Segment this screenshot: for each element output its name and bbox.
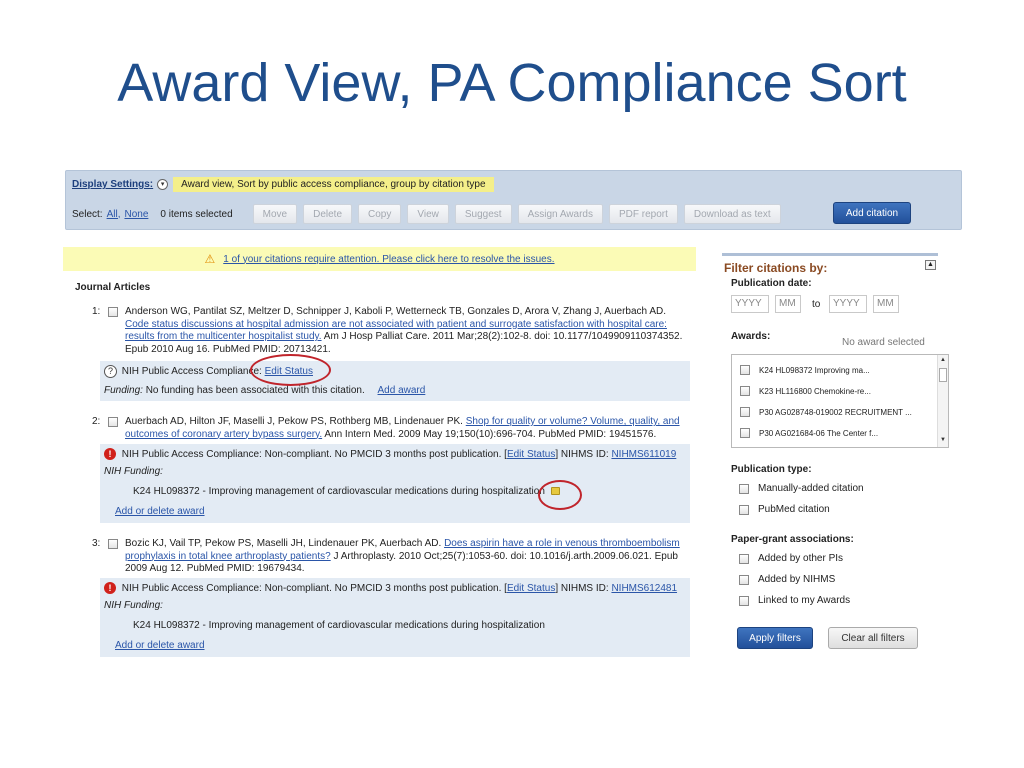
- grant-text: K24 HL098372 - Improving management of cardiovascular medications during hospitalization: [133, 486, 545, 497]
- funding-text: No funding has been associated with this citation.: [145, 385, 365, 396]
- pub-type-option[interactable]: [739, 504, 830, 515]
- citation-checkbox[interactable]: [108, 307, 118, 317]
- add-delete-award-link[interactable]: Add or delete award: [115, 506, 205, 517]
- select-all-link[interactable]: All,: [106, 208, 121, 220]
- section-heading: Journal Articles: [75, 282, 151, 293]
- compliance-panel: [100, 444, 690, 523]
- edit-status-link[interactable]: Edit Status: [506, 449, 556, 460]
- compliance-panel: [100, 361, 690, 401]
- nihms-id-link[interactable]: NIHMS611019: [611, 449, 677, 460]
- download-as-text-button[interactable]: Download as text: [684, 204, 781, 224]
- citation-source: Ann Intern Med. 2009 May 19;150(10):696-704. PubMed PMID: 19451576.: [324, 428, 657, 440]
- start-month-input[interactable]: MM: [775, 295, 801, 313]
- filter-top-border: [722, 253, 938, 256]
- grant-text: K24 HL098372 - Improving management of cardiovascular medications during hospitalization: [133, 620, 545, 631]
- pub-type-label: PubMed citation: [758, 504, 830, 515]
- citation-source: Am J Hosp Palliat Care. 2011 Mar;28(2):102-8. doi: 10.1177/1049909110374352. Epub 2010 Aug 16. PubMed PMID: 20713421.: [125, 331, 683, 355]
- select-none-link[interactable]: None: [124, 208, 149, 220]
- citation-authors: Anderson WG, Pantilat SZ, Meltzer D, Schnipper J, Kaboli P, Wetterneck TB, Gonzales D, Arora V, Zhang J, Auerbach AD.: [125, 306, 667, 317]
- highlight-circle: [250, 354, 331, 386]
- citation-source: J Arthroplasty. 2010 Oct;25(7):1053-60. doi: 10.1016/j.arth.2009.06.021. Epub 2009 Aug 12. PubMed PMID: 19679434.: [125, 550, 678, 574]
- award-option[interactable]: [740, 365, 870, 375]
- association-label: Linked to my Awards: [758, 595, 851, 606]
- citation-number: 1:: [92, 306, 101, 317]
- end-month-input[interactable]: MM: [873, 295, 899, 313]
- no-award-selected: No award selected: [842, 337, 925, 348]
- nihms-label: ] NIHMS ID:: [555, 449, 609, 460]
- slide-title: Award View, PA Compliance Sort: [117, 53, 907, 113]
- pub-type-checkbox[interactable]: [739, 484, 749, 494]
- association-checkbox[interactable]: [739, 575, 749, 585]
- citation-text: [125, 538, 690, 576]
- end-year-input[interactable]: YYYY: [829, 295, 867, 313]
- attention-alert: [63, 247, 696, 271]
- citation-authors: Bozic KJ, Vail TP, Pekow PS, Maselli JH, Lindenauer PK, Auerbach AD.: [125, 538, 442, 549]
- association-option[interactable]: [739, 574, 835, 585]
- association-checkbox[interactable]: [739, 596, 749, 606]
- association-option[interactable]: [739, 595, 850, 606]
- citation-text: [125, 306, 690, 356]
- paper-grant-label: Paper-grant associations:: [731, 534, 854, 545]
- citation-number: 2:: [92, 416, 101, 427]
- scroll-up-icon[interactable]: ▲: [940, 357, 946, 363]
- error-icon: !: [104, 582, 116, 594]
- association-label: Added by other PIs: [758, 553, 844, 564]
- clear-filters-button[interactable]: Clear all filters: [828, 627, 918, 649]
- scroll-thumb[interactable]: [939, 368, 947, 382]
- award-option[interactable]: [740, 386, 871, 396]
- publication-date-label: Publication date:: [731, 278, 812, 289]
- award-option[interactable]: [740, 428, 878, 438]
- apply-filters-button[interactable]: Apply filters: [737, 627, 813, 649]
- start-year-input[interactable]: YYYY: [731, 295, 769, 313]
- items-selected-count: 0 items selected: [160, 208, 233, 220]
- toolbar: [72, 204, 787, 224]
- suggest-button[interactable]: Suggest: [455, 204, 512, 224]
- resolve-issues-link[interactable]: 1 of your citations require attention. Please click here to resolve the issues.: [223, 253, 555, 265]
- association-option[interactable]: [739, 553, 843, 564]
- award-label: K23 HL116800 Chemokine-re...: [759, 386, 871, 396]
- collapse-icon[interactable]: ▲: [925, 260, 936, 270]
- display-settings-bar: [65, 170, 962, 230]
- current-display-setting: Award view, Sort by public access compliance, group by citation type: [173, 177, 493, 192]
- highlight-circle: [538, 480, 582, 510]
- award-checkbox[interactable]: [740, 407, 750, 417]
- citation-authors: Auerbach AD, Hilton JF, Maselli J, Pekow PS, Rothberg MB, Lindenauer PK.: [125, 416, 463, 427]
- assign-awards-button[interactable]: Assign Awards: [518, 204, 603, 224]
- citation-checkbox[interactable]: [108, 539, 118, 549]
- move-button[interactable]: Move: [253, 204, 297, 224]
- award-label: P30 AG028748-019002 RECRUITMENT ...: [759, 407, 912, 417]
- warning-icon: ⚠: [204, 252, 216, 266]
- pub-type-checkbox[interactable]: [739, 505, 749, 515]
- publication-type-label: Publication type:: [731, 464, 812, 475]
- citation-text: [125, 416, 690, 441]
- view-button[interactable]: View: [407, 204, 449, 224]
- scroll-down-icon[interactable]: ▼: [940, 437, 946, 443]
- copy-button[interactable]: Copy: [358, 204, 401, 224]
- award-label: K24 HL098372 Improving ma...: [759, 365, 870, 375]
- association-label: Added by NIHMS: [758, 574, 836, 585]
- pub-type-label: Manually-added citation: [758, 483, 864, 494]
- award-checkbox[interactable]: [740, 365, 750, 375]
- citation-title-link[interactable]: Shop for quality or volume? Volume, quality, and outcomes of coronary artery bypass surgery.: [125, 416, 680, 440]
- pdf-report-button[interactable]: PDF report: [609, 204, 678, 224]
- compliance-text: NIH Public Access Compliance: Non-compliant. No PMCID 3 months post publication. [: [121, 583, 507, 594]
- nih-funding-label: NIH Funding:: [104, 600, 163, 611]
- citation-title-link[interactable]: Code status discussions at hospital admission are not associated with patient and surrogate satisfaction with hospital care: results from the multicenter hospitalist study.: [125, 318, 667, 342]
- chevron-down-icon[interactable]: ▾: [157, 179, 168, 190]
- delete-button[interactable]: Delete: [303, 204, 352, 224]
- grant-row: [133, 486, 560, 497]
- citation-number: 3:: [92, 538, 101, 549]
- award-option[interactable]: [740, 407, 912, 417]
- add-citation-button[interactable]: Add citation: [833, 202, 911, 224]
- compliance-label: NIH Public Access Compliance:: [121, 366, 262, 377]
- pub-type-option[interactable]: [739, 483, 864, 494]
- question-icon: ?: [104, 365, 117, 378]
- funding-label: Funding:: [104, 385, 143, 396]
- add-delete-award-link[interactable]: Add or delete award: [115, 640, 205, 651]
- add-award-link[interactable]: Add award: [377, 385, 426, 396]
- citation-checkbox[interactable]: [108, 417, 118, 427]
- awards-label: Awards:: [731, 331, 771, 342]
- nihms-label: ] NIHMS ID:: [555, 583, 609, 594]
- awards-listbox[interactable]: [731, 354, 949, 448]
- compliance-row: [104, 448, 676, 460]
- select-label: Select:: [72, 208, 103, 220]
- nihms-id-link[interactable]: NIHMS612481: [611, 583, 678, 594]
- edit-status-link[interactable]: Edit Status: [506, 583, 556, 594]
- association-checkbox[interactable]: [739, 554, 749, 564]
- compliance-panel: [100, 578, 690, 657]
- award-checkbox[interactable]: [740, 428, 750, 438]
- date-to-label: to: [812, 299, 821, 310]
- filter-title: Filter citations by:: [724, 261, 828, 275]
- compliance-row: [104, 582, 677, 594]
- award-label: P30 AG021684-06 The Center f...: [759, 428, 879, 438]
- award-checkbox[interactable]: [740, 386, 750, 396]
- display-settings-row: [72, 177, 494, 192]
- awards-scrollbar[interactable]: [937, 355, 948, 447]
- funding-row: [104, 385, 425, 396]
- nih-funding-label: NIH Funding:: [104, 466, 163, 477]
- compliance-text: NIH Public Access Compliance: Non-compliant. No PMCID 3 months post publication. [: [121, 449, 507, 460]
- error-icon: !: [104, 448, 116, 460]
- citation-title-link[interactable]: Does aspirin have a role in venous thromboembolism prophylaxis in total knee arthroplasty patients?: [125, 538, 680, 562]
- display-settings-link[interactable]: Display Settings:: [72, 179, 154, 190]
- edit-status-link[interactable]: Edit Status: [264, 366, 313, 377]
